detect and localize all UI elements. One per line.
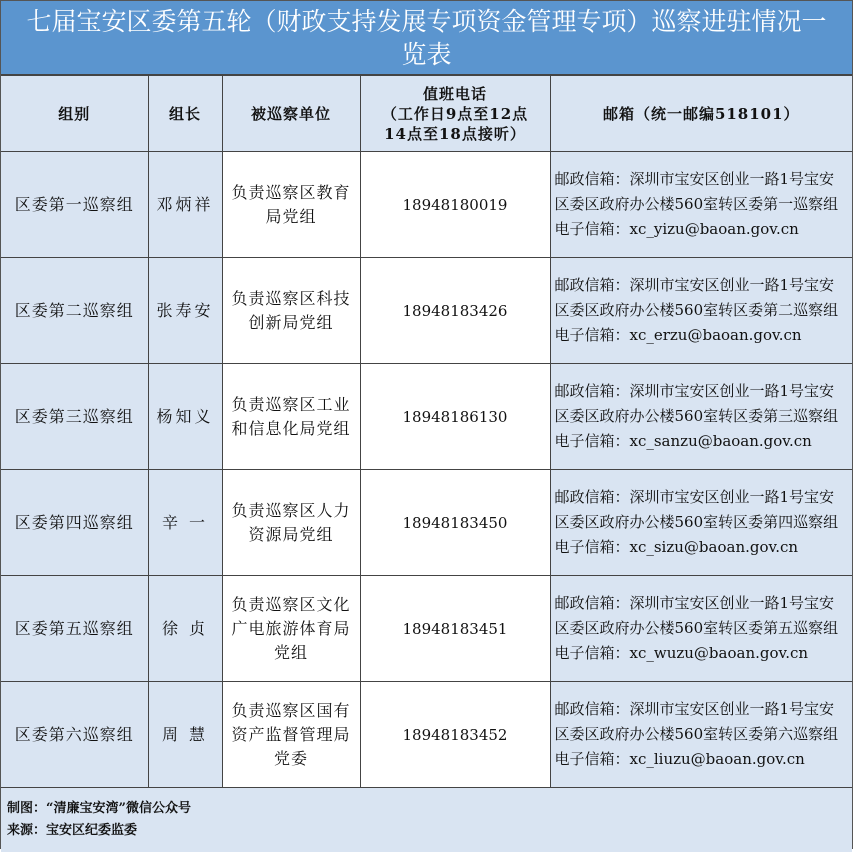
cell-unit: 负责巡察区科技创新局党组 [222,258,360,364]
cell-mail [550,682,852,788]
postal-address: 邮政信箱：深圳市宝安区创业一路1号宝安区委区政府办公楼560室转区委第三巡察组 [554,382,839,425]
cell-unit: 负责巡察区人力资源局党组 [222,470,360,576]
cell-phone: 18948183451 [360,576,550,682]
cell-phone: 18948183450 [360,470,550,576]
cell-phone: 18948186130 [360,364,550,470]
cell-mail [550,364,852,470]
postal-address: 邮政信箱：深圳市宝安区创业一路1号宝安区委区政府办公楼560室转区委第一巡察组 [554,170,839,213]
cell-leader: 辛 一 [148,470,222,576]
postal-address: 邮政信箱：深圳市宝安区创业一路1号宝安区委区政府办公楼560室转区委第五巡察组 [554,594,839,637]
table-header-row [1,76,852,152]
cell-phone: 18948183452 [360,682,550,788]
cell-unit: 负责巡察区文化广电旅游体育局党组 [222,576,360,682]
cell-unit: 负责巡察区教育局党组 [222,152,360,258]
cell-mail [550,258,852,364]
cell-leader: 张寿安 [148,258,222,364]
email-address: 电子信箱：xc_sanzu@baoan.gov.cn [554,432,812,450]
cell-leader: 杨知义 [148,364,222,470]
table-row [1,258,852,364]
table-row [1,682,852,788]
postal-address: 邮政信箱：深圳市宝安区创业一路1号宝安区委区政府办公楼560室转区委第六巡察组 [554,700,839,743]
table-row [1,364,852,470]
inspection-table [1,75,852,788]
header-leader: 组长 [148,76,222,152]
email-address: 电子信箱：xc_erzu@baoan.gov.cn [554,326,802,344]
cell-group: 区委第二巡察组 [1,258,148,364]
table-row [1,576,852,682]
cell-leader: 周 慧 [148,682,222,788]
email-address: 电子信箱：xc_liuzu@baoan.gov.cn [554,750,805,768]
cell-mail [550,576,852,682]
header-phone: 值班电话 （工作日9点至12点 14点至18点接听） [360,76,550,152]
page-title: 七届宝安区委第五轮（财政支持发展专项资金管理专项）巡察进驻情况一览表 [1,1,852,75]
table-footer [1,788,852,852]
cell-leader: 徐 贞 [148,576,222,682]
cell-phone: 18948183426 [360,258,550,364]
cell-unit: 负责巡察区工业和信息化局党组 [222,364,360,470]
postal-address: 邮政信箱：深圳市宝安区创业一路1号宝安区委区政府办公楼560室转区委第二巡察组 [554,276,839,319]
header-unit: 被巡察单位 [222,76,360,152]
email-address: 电子信箱：xc_wuzu@baoan.gov.cn [554,644,809,662]
footer-made-by: 制图：“清廉宝安湾”微信公众号 [7,801,191,816]
table-row [1,152,852,258]
postal-address: 邮政信箱：深圳市宝安区创业一路1号宝安区委区政府办公楼560室转区委第四巡察组 [554,488,839,531]
email-address: 电子信箱：xc_sizu@baoan.gov.cn [554,538,799,556]
cell-group: 区委第六巡察组 [1,682,148,788]
cell-group: 区委第四巡察组 [1,470,148,576]
cell-unit: 负责巡察区国有资产监督管理局党委 [222,682,360,788]
cell-leader: 邓炳祥 [148,152,222,258]
header-mail: 邮箱（统一邮编518101） [550,76,852,152]
table-row [1,470,852,576]
email-address: 电子信箱：xc_yizu@baoan.gov.cn [554,220,799,238]
cell-group: 区委第三巡察组 [1,364,148,470]
cell-phone: 18948180019 [360,152,550,258]
cell-group: 区委第一巡察组 [1,152,148,258]
header-group: 组别 [1,76,148,152]
cell-group: 区委第五巡察组 [1,576,148,682]
cell-mail [550,152,852,258]
cell-mail [550,470,852,576]
footer-source: 来源：宝安区纪委监委 [7,823,138,838]
